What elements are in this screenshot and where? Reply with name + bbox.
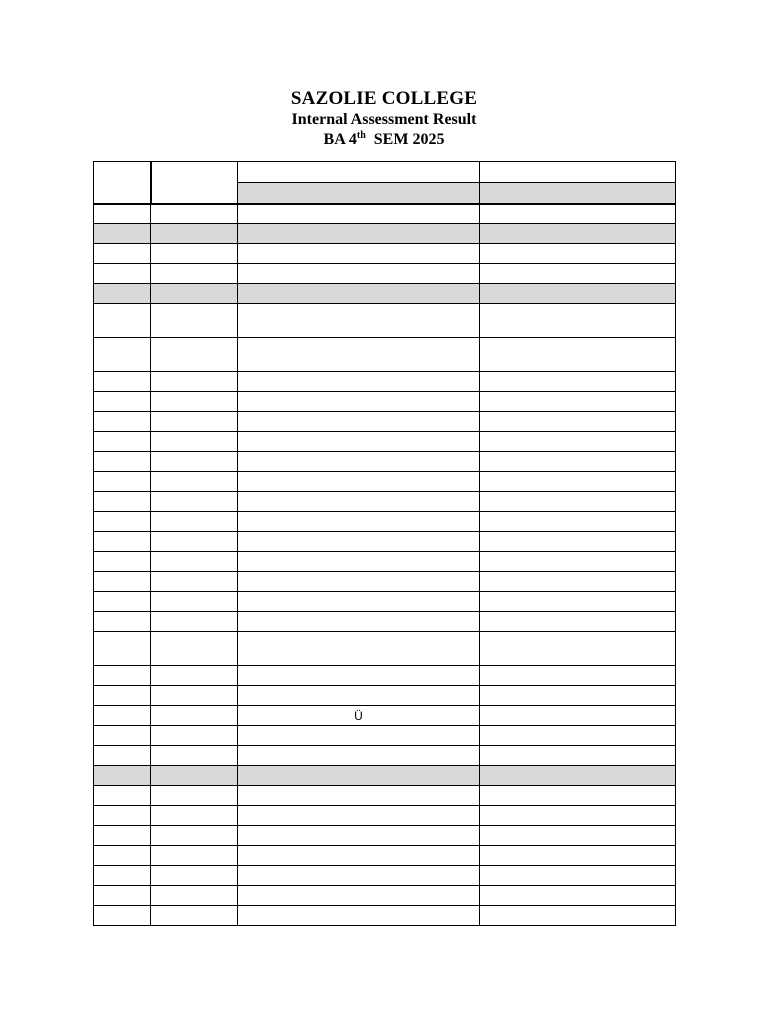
table-cell — [151, 806, 238, 826]
table-cell — [238, 204, 480, 224]
table-row — [94, 572, 676, 592]
result-title: Internal Assessment Result — [291, 111, 477, 128]
table-cell — [480, 806, 676, 826]
table-row — [94, 264, 676, 284]
semester-prefix: BA 4 — [323, 131, 357, 148]
table-cell — [151, 552, 238, 572]
table-cell — [151, 224, 238, 244]
header-cell — [94, 162, 151, 204]
table-row — [94, 906, 676, 926]
table-row — [94, 726, 676, 746]
table-cell — [94, 392, 151, 412]
table-cell — [94, 304, 151, 338]
table-cell — [238, 284, 480, 304]
table-cell — [238, 632, 480, 666]
table-cell — [151, 786, 238, 806]
table-row — [94, 746, 676, 766]
table-row — [94, 866, 676, 886]
table-cell — [94, 552, 151, 572]
table-cell — [480, 412, 676, 432]
table-cell — [480, 532, 676, 552]
result-table — [93, 161, 676, 926]
table-cell — [94, 338, 151, 372]
header-cell — [151, 162, 238, 204]
table-cell — [480, 284, 676, 304]
table-cell — [151, 264, 238, 284]
table-cell — [94, 512, 151, 532]
table-cell — [480, 472, 676, 492]
table-cell — [94, 632, 151, 666]
table-cell — [238, 492, 480, 512]
table-cell — [151, 666, 238, 686]
table-cell — [94, 846, 151, 866]
table-cell — [151, 204, 238, 224]
table-cell — [238, 572, 480, 592]
table-cell — [238, 846, 480, 866]
table-cell — [151, 532, 238, 552]
table-cell — [238, 806, 480, 826]
table-cell — [151, 726, 238, 746]
table-cell — [480, 204, 676, 224]
table-cell — [94, 412, 151, 432]
table-cell — [480, 224, 676, 244]
table-row — [94, 786, 676, 806]
table-cell — [94, 746, 151, 766]
table-cell — [238, 612, 480, 632]
table-cell — [94, 244, 151, 264]
table-cell — [151, 766, 238, 786]
table-cell — [480, 392, 676, 412]
table-row — [94, 372, 676, 392]
table-row — [94, 806, 676, 826]
header-cell — [480, 162, 676, 183]
table-cell — [151, 572, 238, 592]
table-cell — [480, 826, 676, 846]
semester-ordinal: th — [356, 130, 366, 141]
table-row — [94, 592, 676, 612]
table-cell — [238, 372, 480, 392]
table-cell — [151, 886, 238, 906]
table-cell — [238, 532, 480, 552]
table-cell — [238, 906, 480, 926]
subheader-cell — [238, 183, 480, 204]
table-row — [94, 452, 676, 472]
table-cell — [151, 686, 238, 706]
table-cell — [94, 706, 151, 726]
table-cell — [238, 866, 480, 886]
table-cell — [238, 244, 480, 264]
table-cell — [151, 412, 238, 432]
table-cell — [94, 472, 151, 492]
table-cell — [480, 786, 676, 806]
table-cell — [480, 552, 676, 572]
table-cell — [151, 284, 238, 304]
table-row — [94, 706, 676, 726]
table-cell — [480, 244, 676, 264]
table-cell — [480, 906, 676, 926]
table-row — [94, 338, 676, 372]
table-cell — [480, 706, 676, 726]
table-row — [94, 686, 676, 706]
table-cell — [480, 592, 676, 612]
table-cell — [94, 284, 151, 304]
table-cell — [480, 686, 676, 706]
table-row — [94, 472, 676, 492]
table-row — [94, 846, 676, 866]
table-cell — [238, 826, 480, 846]
table-cell — [480, 452, 676, 472]
semester-suffix: SEM 2025 — [373, 131, 445, 148]
table-row — [94, 492, 676, 512]
table-row — [94, 886, 676, 906]
table-cell — [151, 846, 238, 866]
table-row — [94, 666, 676, 686]
table-cell — [94, 766, 151, 786]
table-row — [94, 224, 676, 244]
table-cell — [480, 886, 676, 906]
table-cell — [238, 412, 480, 432]
table-row — [94, 244, 676, 264]
table-cell — [151, 706, 238, 726]
table-cell — [238, 472, 480, 492]
table-cell — [94, 532, 151, 552]
table-cell — [238, 432, 480, 452]
table-cell — [94, 264, 151, 284]
table-cell — [151, 746, 238, 766]
table-cell — [238, 786, 480, 806]
table-cell — [480, 632, 676, 666]
table-cell — [480, 666, 676, 686]
table-header-row — [94, 162, 676, 183]
table-cell — [151, 906, 238, 926]
table-cell — [151, 338, 238, 372]
table-cell — [238, 592, 480, 612]
table-cell — [480, 432, 676, 452]
table-cell — [151, 452, 238, 472]
table-cell — [94, 786, 151, 806]
table-cell — [238, 224, 480, 244]
table-cell — [480, 512, 676, 532]
table-cell — [94, 372, 151, 392]
table-cell — [480, 372, 676, 392]
table-cell — [238, 452, 480, 472]
table-row — [94, 392, 676, 412]
table-cell — [151, 612, 238, 632]
table-cell — [94, 452, 151, 472]
table-cell — [480, 846, 676, 866]
table-cell — [151, 472, 238, 492]
table-cell — [94, 666, 151, 686]
table-cell — [151, 866, 238, 886]
table-cell — [480, 766, 676, 786]
table-cell — [238, 886, 480, 906]
table-cell — [94, 492, 151, 512]
table-row — [94, 304, 676, 338]
table-cell — [151, 492, 238, 512]
table-cell — [94, 866, 151, 886]
table-cell — [480, 304, 676, 338]
table-cell — [151, 592, 238, 612]
table-cell — [94, 886, 151, 906]
table-cell — [151, 632, 238, 666]
table-cell — [238, 392, 480, 412]
table-cell — [238, 304, 480, 338]
table-cell — [480, 612, 676, 632]
college-name: SAZOLIE COLLEGE — [290, 88, 478, 109]
table-cell — [94, 826, 151, 846]
table-row — [94, 432, 676, 452]
table-cell — [151, 372, 238, 392]
table-cell — [480, 866, 676, 886]
table-cell — [480, 338, 676, 372]
table-cell — [94, 906, 151, 926]
table-cell — [94, 432, 151, 452]
table-cell — [238, 766, 480, 786]
table-row — [94, 766, 676, 786]
table-row — [94, 632, 676, 666]
table-cell — [238, 726, 480, 746]
table-cell — [151, 512, 238, 532]
table-cell — [94, 726, 151, 746]
table-cell — [151, 244, 238, 264]
table-row — [94, 826, 676, 846]
table-cell — [480, 746, 676, 766]
subheader-cell — [480, 183, 676, 204]
table-cell — [480, 726, 676, 746]
table-cell — [238, 264, 480, 284]
table-cell — [94, 572, 151, 592]
header-cell — [238, 162, 480, 183]
table-row — [94, 512, 676, 532]
table-cell-mark: Ü — [238, 706, 480, 726]
table-cell — [480, 492, 676, 512]
table-cell — [480, 264, 676, 284]
table-cell — [94, 686, 151, 706]
table-cell — [238, 746, 480, 766]
table-row — [94, 532, 676, 552]
table-cell — [151, 432, 238, 452]
table-cell — [151, 392, 238, 412]
semester-line — [0, 130, 768, 150]
table-cell — [238, 686, 480, 706]
table-cell — [238, 512, 480, 532]
table-cell — [94, 806, 151, 826]
table-cell — [94, 592, 151, 612]
table-cell — [151, 826, 238, 846]
table-cell — [238, 552, 480, 572]
table-row — [94, 552, 676, 572]
table-cell — [94, 612, 151, 632]
table-row — [94, 284, 676, 304]
table-cell — [238, 666, 480, 686]
table-row — [94, 612, 676, 632]
table-cell — [94, 224, 151, 244]
document-header — [0, 88, 768, 150]
table-cell — [94, 204, 151, 224]
table-cell — [480, 572, 676, 592]
table-cell — [238, 338, 480, 372]
table-row — [94, 412, 676, 432]
table-cell — [151, 304, 238, 338]
table-row — [94, 204, 676, 224]
